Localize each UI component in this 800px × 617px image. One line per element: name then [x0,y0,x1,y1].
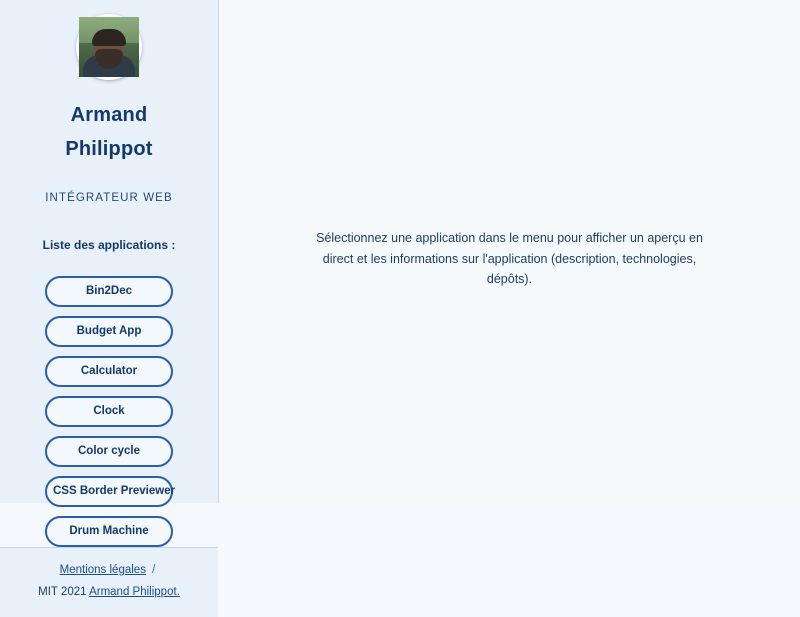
avatar [76,14,142,80]
license-label: MIT [38,585,58,598]
copyright-year: 2021 [60,585,87,598]
sidebar-scroll-area[interactable] [0,0,218,547]
app-button-clock[interactable]: Clock [45,396,173,427]
footer-separator: / [152,563,156,576]
empty-state-message: Sélectionnez une application dans le menu pour afficher un aperçu en direct et les informations sur l'application (description, technologies, dépôts). [316,231,703,287]
avatar-hair [92,29,126,46]
page-title: Armand Philippot [65,104,153,161]
apps-heading: Liste des applications : [42,237,176,252]
job-title: INTÉGRATEUR WEB [45,192,173,205]
footer-license-line [0,582,218,604]
app-list [0,276,218,547]
footer-legal-line [0,560,218,582]
app-button-budget-app[interactable]: Budget App [45,316,173,347]
main-content [219,0,800,503]
legal-notice-link[interactable]: Mentions légales [59,563,146,576]
app-button-css-border-previewer[interactable]: CSS Border Previewer [45,476,173,507]
author-link[interactable]: Armand Philippot. [89,585,180,598]
app-button-drum-machine[interactable]: Drum Machine [45,516,173,547]
app-button-calculator[interactable]: Calculator [45,356,173,387]
app-button-bin2dec[interactable]: Bin2Dec [45,276,173,307]
sidebar [0,0,219,598]
app-button-color-cycle[interactable]: Color cycle [45,436,173,467]
sidebar-footer [0,547,218,617]
